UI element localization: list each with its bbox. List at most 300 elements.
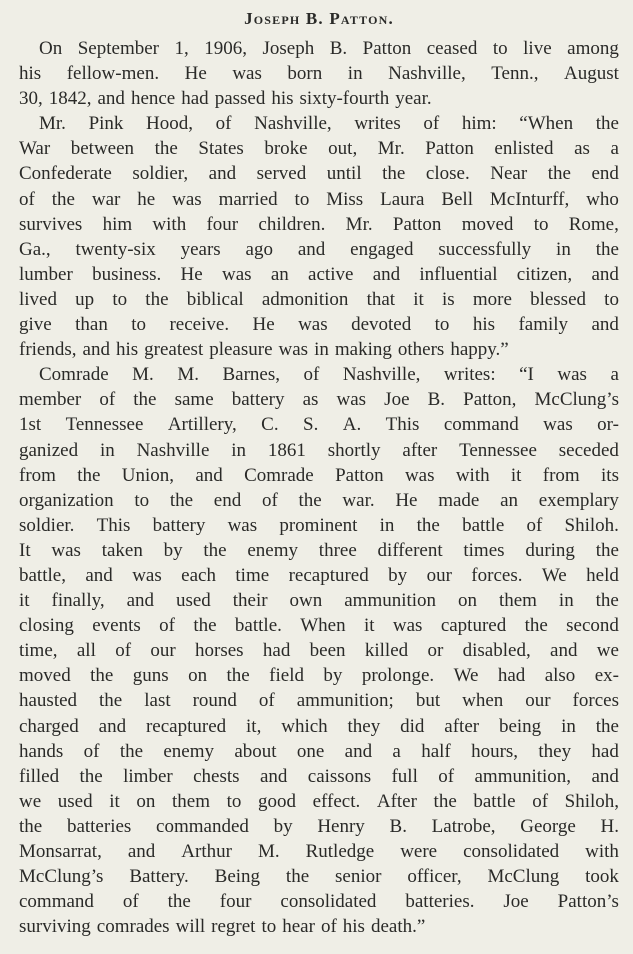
- word: used: [175, 590, 211, 612]
- word: recaptured: [145, 715, 227, 737]
- word: “I: [519, 364, 534, 386]
- word: writes:: [443, 364, 496, 386]
- word: was: [132, 564, 162, 586]
- text-line: [19, 463, 619, 488]
- word: to: [131, 314, 147, 336]
- word: with: [152, 213, 187, 235]
- word: it: [510, 464, 522, 486]
- word: We: [453, 665, 479, 687]
- word: his: [271, 88, 294, 110]
- word: This: [385, 414, 420, 436]
- word: A.: [342, 414, 362, 436]
- word: forces: [572, 690, 619, 712]
- word: blessed: [530, 288, 586, 310]
- word: hours,: [471, 740, 519, 762]
- word: Tennessee: [65, 414, 144, 436]
- word: and: [82, 339, 110, 361]
- word: with: [585, 841, 619, 862]
- word: round: [192, 690, 237, 712]
- word: Patton’s: [557, 891, 619, 913]
- word: Nashville,: [388, 63, 466, 85]
- word: passed: [214, 88, 266, 110]
- word: the: [133, 389, 157, 411]
- word: Artillery,: [167, 414, 237, 436]
- word: This: [96, 514, 131, 536]
- word: hence: [130, 88, 176, 110]
- word: Mr.: [39, 113, 66, 135]
- word: chests: [193, 765, 240, 787]
- word: He: [395, 489, 418, 511]
- text-line: [19, 212, 619, 237]
- word: children.: [258, 213, 326, 235]
- word: which: [281, 715, 328, 737]
- word: in: [558, 590, 574, 612]
- word: exemplary: [538, 489, 619, 511]
- paragraph: [19, 362, 619, 939]
- word: the: [77, 464, 101, 486]
- word: officer,: [407, 866, 462, 888]
- word: and: [97, 88, 125, 110]
- word: the: [167, 891, 191, 913]
- word: commanded: [156, 815, 249, 837]
- word: the: [193, 615, 217, 637]
- word: held: [586, 564, 619, 586]
- text-line: [19, 337, 619, 362]
- word: and: [195, 464, 223, 486]
- word: or-: [597, 414, 619, 436]
- word: battle: [462, 514, 505, 536]
- word: own: [289, 590, 323, 612]
- word: 1842,: [48, 88, 92, 110]
- word: born: [287, 63, 323, 85]
- word: Nashville,: [254, 113, 332, 135]
- article-body: [19, 36, 619, 939]
- word: was: [227, 514, 258, 536]
- word: and: [208, 163, 237, 185]
- word: to: [533, 213, 549, 235]
- word: filled: [19, 765, 60, 787]
- word: Tenn.,: [491, 63, 539, 85]
- word: Mr.: [345, 213, 373, 235]
- word: batteries.: [405, 891, 475, 913]
- word: twenty-six: [75, 238, 156, 260]
- word: three: [318, 539, 357, 561]
- word: Patton,: [463, 389, 517, 411]
- word: the: [595, 238, 619, 260]
- word: in: [556, 238, 571, 260]
- word: to: [604, 288, 619, 310]
- word: McClung: [487, 866, 560, 888]
- word: Latrobe,: [431, 815, 496, 837]
- text-line: [19, 161, 619, 186]
- word: Hood,: [146, 113, 194, 135]
- word: it: [19, 590, 30, 612]
- word: times: [463, 539, 505, 561]
- text-line: [19, 136, 619, 161]
- word: enemy: [247, 539, 299, 561]
- word: and: [591, 765, 619, 787]
- word: family: [518, 314, 569, 336]
- word: Bell: [441, 188, 473, 210]
- text-line: [19, 237, 619, 262]
- word: horses: [195, 640, 244, 662]
- word: half: [421, 740, 451, 762]
- word: of: [215, 113, 232, 135]
- word: Rome,: [568, 213, 619, 235]
- word: 1861: [267, 439, 306, 461]
- word: receive.: [169, 314, 230, 336]
- text-line: [19, 362, 619, 387]
- word: shortly: [327, 439, 381, 461]
- word: four: [206, 213, 239, 235]
- word: regret: [211, 916, 256, 938]
- word: hear: [282, 916, 315, 938]
- text-line: [19, 714, 619, 739]
- word: C.: [261, 414, 279, 436]
- word: is: [441, 288, 455, 310]
- word: effect.: [312, 790, 361, 812]
- word: battle: [473, 790, 516, 812]
- word: by: [273, 815, 293, 837]
- word: but: [415, 690, 441, 712]
- word: friends,: [19, 339, 77, 361]
- word: his: [19, 63, 42, 85]
- word: it: [363, 615, 375, 637]
- word: his: [472, 314, 496, 336]
- word: writes: [354, 113, 401, 135]
- word: the: [298, 489, 322, 511]
- word: them: [171, 790, 210, 812]
- word: in: [99, 439, 115, 461]
- word: after: [402, 439, 438, 461]
- text-line: [19, 513, 619, 538]
- word: ex-: [594, 665, 619, 687]
- text-line: [19, 412, 619, 437]
- word: the: [226, 665, 250, 687]
- word: a: [610, 364, 619, 386]
- word: than: [75, 314, 108, 336]
- word: 1st: [19, 414, 42, 436]
- word: Patton: [425, 138, 474, 160]
- word: we: [596, 640, 619, 662]
- word: of: [258, 690, 275, 712]
- word: McInturff,: [489, 188, 570, 210]
- word: the: [51, 188, 75, 210]
- word: to: [226, 790, 242, 812]
- word: the: [203, 539, 227, 561]
- word: a: [392, 740, 401, 762]
- word: it: [109, 790, 120, 812]
- word: and: [372, 263, 401, 285]
- text-line: [19, 86, 619, 111]
- word: taken: [101, 539, 143, 561]
- word: of: [438, 765, 455, 787]
- word: others: [397, 339, 445, 361]
- word: the: [524, 615, 548, 637]
- word: B.: [389, 815, 407, 837]
- word: States: [198, 138, 244, 160]
- word: guns: [132, 665, 169, 687]
- word: the: [547, 163, 571, 185]
- word: Nashville: [136, 439, 210, 461]
- word: war.: [342, 489, 375, 511]
- word: with: [455, 464, 490, 486]
- word: Rutledge: [305, 841, 375, 862]
- word: and: [259, 765, 288, 787]
- word: his: [342, 916, 365, 938]
- word: recaptured: [288, 564, 369, 586]
- word: to: [492, 38, 508, 59]
- word: battle.: [234, 615, 282, 637]
- word: being: [498, 715, 542, 737]
- word: about: [234, 740, 277, 762]
- word: were: [400, 841, 438, 862]
- word: was: [336, 389, 367, 411]
- text-line: [19, 864, 619, 889]
- word: enemy: [163, 740, 215, 762]
- word: Near: [490, 163, 528, 185]
- text-line: [19, 688, 619, 713]
- word: ammunition,: [474, 765, 572, 787]
- word: batteries: [66, 815, 132, 837]
- word: ganized: [19, 439, 79, 461]
- word: McClung’s: [19, 866, 104, 888]
- word: killed: [364, 640, 409, 662]
- text-line: [19, 613, 619, 638]
- word: by: [163, 539, 183, 561]
- word: Nashville,: [342, 364, 421, 386]
- word: After: [376, 790, 417, 812]
- word: of: [532, 790, 549, 812]
- word: battery: [231, 389, 285, 411]
- text-line: [19, 914, 619, 939]
- word: to: [294, 188, 310, 210]
- word: M.: [177, 364, 199, 386]
- word: the: [169, 489, 194, 511]
- word: their: [232, 590, 268, 612]
- word: Battery.: [129, 866, 189, 888]
- word: on: [136, 790, 156, 812]
- word: B.: [329, 38, 348, 59]
- word: On: [39, 38, 63, 59]
- word: or: [427, 640, 444, 662]
- word: captured: [440, 615, 507, 637]
- word: Patton: [392, 213, 442, 235]
- word: time,: [19, 640, 58, 662]
- word: our: [426, 564, 452, 586]
- word: B.: [427, 389, 446, 411]
- word: lived: [19, 288, 57, 310]
- word: and: [591, 263, 619, 285]
- word: greatest: [144, 339, 204, 361]
- word: Tennessee: [459, 439, 537, 461]
- word: live: [523, 38, 552, 59]
- word: the: [90, 665, 114, 687]
- word: H.: [600, 815, 619, 837]
- word: an: [270, 263, 289, 285]
- word: and: [85, 564, 113, 586]
- word: the: [154, 138, 178, 160]
- word: our: [525, 690, 551, 712]
- word: Joe: [503, 891, 529, 913]
- word: war: [91, 188, 121, 210]
- word: that: [366, 288, 396, 310]
- word: we: [19, 790, 42, 812]
- word: limber: [123, 765, 173, 787]
- word: the: [595, 715, 619, 737]
- word: up: [75, 288, 95, 310]
- word: the: [19, 815, 43, 837]
- word: Joe: [384, 389, 410, 411]
- word: him: [102, 213, 133, 235]
- word: all: [76, 640, 96, 662]
- word: who: [586, 188, 619, 210]
- word: senior: [335, 866, 382, 888]
- text-line: [19, 187, 619, 212]
- word: in: [314, 339, 329, 361]
- word: the: [595, 590, 619, 612]
- word: was: [232, 63, 262, 85]
- word: hands: [19, 740, 64, 762]
- word: 1,: [174, 38, 189, 59]
- word: and: [344, 740, 373, 762]
- word: good: [257, 790, 296, 812]
- word: of: [19, 188, 35, 210]
- word: was: [51, 539, 81, 561]
- word: to: [434, 314, 450, 336]
- word: it,: [246, 715, 262, 737]
- word: He: [252, 314, 275, 336]
- text-line: [19, 36, 619, 61]
- word: did: [400, 715, 425, 737]
- word: it: [413, 288, 424, 310]
- word: hausted: [19, 690, 78, 712]
- word: out,: [328, 138, 358, 160]
- word: as: [574, 138, 590, 160]
- word: the: [433, 790, 457, 812]
- word: Comrade: [244, 464, 314, 486]
- word: a: [610, 138, 619, 160]
- word: will: [175, 916, 206, 938]
- word: when: [462, 690, 504, 712]
- word: Miss: [326, 188, 364, 210]
- word: give: [19, 314, 52, 336]
- word: his: [115, 339, 139, 361]
- word: the: [99, 690, 123, 712]
- word: business.: [92, 263, 162, 285]
- word: and: [550, 640, 578, 662]
- word: of: [303, 364, 320, 386]
- word: end: [591, 163, 619, 185]
- word: prolonge.: [361, 665, 435, 687]
- word: and: [127, 841, 156, 862]
- word: was: [392, 615, 423, 637]
- word: admonition: [261, 288, 349, 310]
- word: Being: [214, 866, 261, 888]
- text-line: [19, 262, 619, 287]
- word: Confederate: [19, 163, 112, 185]
- word: the: [382, 163, 406, 185]
- word: was: [172, 188, 202, 210]
- word: active: [308, 263, 354, 285]
- word: in: [231, 439, 247, 461]
- word: caissons: [307, 765, 372, 787]
- word: had: [262, 640, 291, 662]
- word: until: [326, 163, 362, 185]
- word: him:: [461, 113, 497, 135]
- word: he: [137, 188, 156, 210]
- word: in: [379, 514, 395, 536]
- paragraph: [19, 36, 619, 111]
- paragraph: [19, 111, 619, 362]
- word: When: [300, 615, 346, 637]
- word: same: [174, 389, 214, 411]
- word: battery: [152, 514, 206, 536]
- text-line: [19, 312, 619, 337]
- word: of: [320, 916, 337, 938]
- word: biblical: [186, 288, 244, 310]
- word: citizen,: [516, 263, 573, 285]
- word: command: [19, 891, 94, 913]
- word: was: [404, 464, 435, 486]
- word: the: [595, 113, 619, 135]
- word: battle,: [19, 564, 66, 586]
- word: Comrade: [39, 364, 109, 386]
- word: was: [557, 364, 587, 386]
- word: death.”: [370, 916, 426, 938]
- word: surviving: [19, 916, 91, 938]
- word: forces.: [471, 564, 523, 586]
- text-line: [19, 638, 619, 663]
- word: full: [391, 765, 418, 787]
- word: command: [443, 414, 519, 436]
- word: charged: [19, 715, 79, 737]
- word: ammunition: [344, 590, 437, 612]
- word: finally,: [51, 590, 105, 612]
- word: ceased: [426, 38, 478, 59]
- word: to: [134, 489, 150, 511]
- word: years: [180, 238, 221, 260]
- word: between: [70, 138, 135, 160]
- word: more: [472, 288, 512, 310]
- word: closing: [19, 615, 74, 637]
- word: on: [188, 665, 208, 687]
- word: pleasure: [209, 339, 273, 361]
- word: of: [83, 740, 100, 762]
- word: of: [423, 113, 440, 135]
- text-line: [19, 538, 619, 563]
- word: fellow-men.: [66, 63, 160, 85]
- word: War: [19, 138, 51, 160]
- word: and: [126, 590, 155, 612]
- word: devoted: [351, 314, 412, 336]
- word: during: [525, 539, 575, 561]
- word: time: [235, 564, 270, 586]
- text-line: [19, 287, 619, 312]
- word: sixty-fourth: [299, 88, 390, 110]
- word: soldier.: [19, 514, 75, 536]
- word: on: [458, 590, 478, 612]
- text-line: [19, 563, 619, 588]
- word: Arthur: [181, 841, 232, 862]
- word: used: [57, 790, 93, 812]
- word: of: [99, 389, 116, 411]
- word: the: [119, 740, 144, 762]
- word: among: [567, 38, 619, 59]
- word: seceded: [558, 439, 619, 461]
- word: close.: [425, 163, 470, 185]
- text-line: [19, 438, 619, 463]
